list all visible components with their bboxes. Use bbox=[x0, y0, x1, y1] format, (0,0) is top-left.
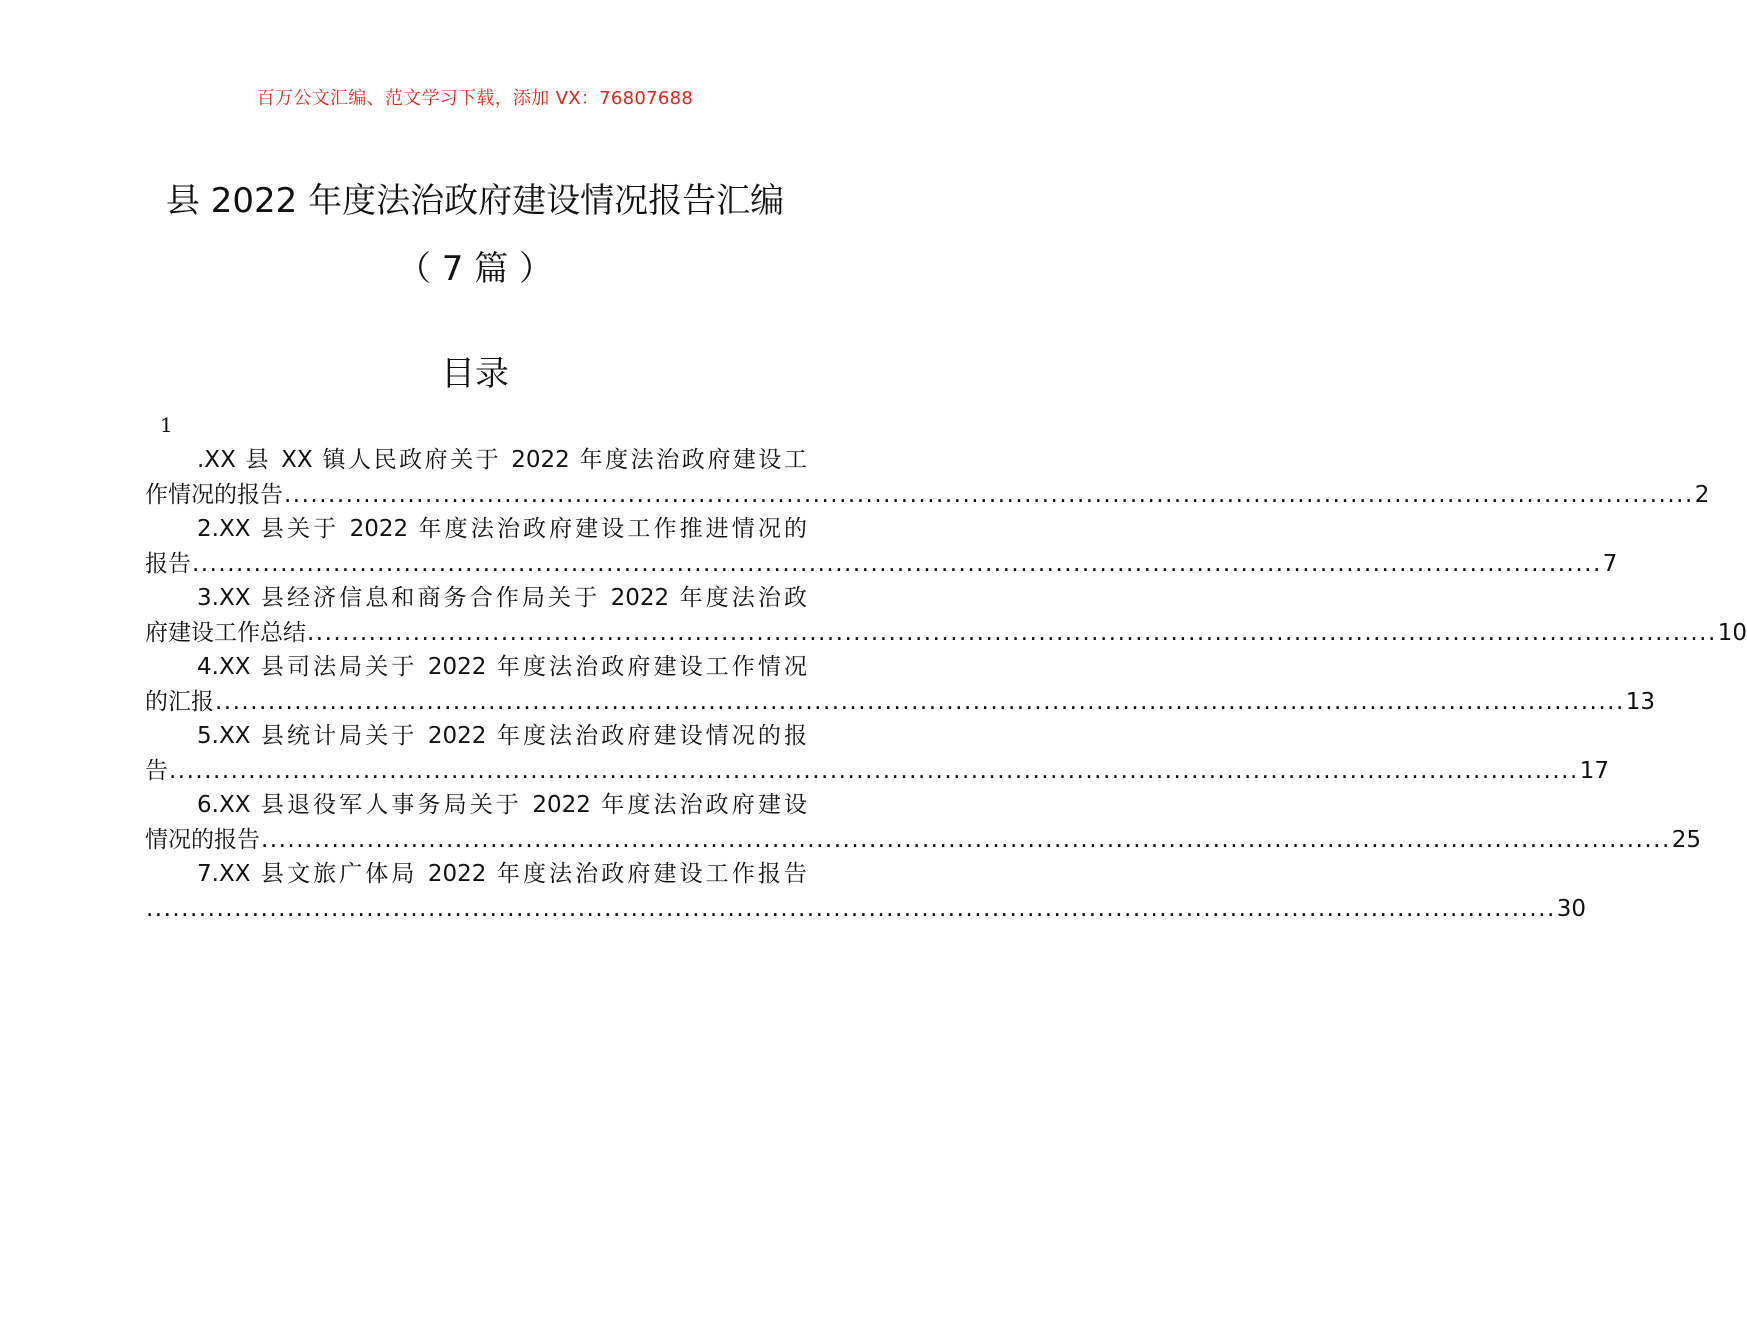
toc-page-number: 7 bbox=[1602, 550, 1618, 577]
toc-page-number: 17 bbox=[1579, 757, 1610, 784]
toc-entry[interactable] bbox=[145, 788, 1702, 857]
toc-entry-title: 3.XX 县经济信息和商务合作局关于 2022 年度法治政 bbox=[197, 585, 807, 611]
toc-entry-continuation bbox=[145, 823, 1702, 858]
toc-entry-title: 5.XX 县统计局关于 2022 年度法治政府建设情况的报 bbox=[197, 723, 807, 749]
toc-entry[interactable] bbox=[145, 650, 1656, 719]
toc-entry[interactable] bbox=[145, 857, 1587, 926]
toc-entry-title: 4.XX 县司法局关于 2022 年度法治政府建设工作情况 bbox=[197, 654, 807, 680]
toc-entry-title-tail: 情况的报告 bbox=[145, 826, 260, 853]
toc-heading: 目录 bbox=[441, 354, 509, 394]
toc-entry-continuation bbox=[145, 547, 1618, 582]
toc-leader-dots: ................................................................................................................................................................ bbox=[169, 757, 1579, 784]
toc-entry[interactable] bbox=[145, 719, 1610, 788]
toc-page-number: 30 bbox=[1556, 895, 1587, 922]
toc-stray-number: 1 bbox=[160, 413, 173, 437]
header-watermark-note: 百万公文汇编、范文学习下载，添加 VX：76807688 bbox=[256, 88, 694, 109]
toc-entry-title: .XX 县 XX 镇人民政府关于 2022 年度法治政府建设工 bbox=[197, 447, 807, 473]
toc-entry-title: 6.XX 县退役军人事务局关于 2022 年度法治政府建设 bbox=[197, 792, 807, 818]
toc-page-number: 10 bbox=[1717, 619, 1747, 646]
toc-leader-dots: ................................................................................................................................................................ bbox=[192, 550, 1602, 577]
toc-leader-dots: ................................................................................................................................................................ bbox=[215, 688, 1625, 715]
toc-entry-continuation bbox=[145, 892, 1587, 927]
table-of-contents bbox=[145, 443, 1747, 926]
toc-entry[interactable] bbox=[145, 512, 1618, 581]
document-subtitle-count: （ 7 篇 ） bbox=[396, 249, 554, 289]
toc-leader-dots: ................................................................................................................................................................ bbox=[284, 481, 1694, 508]
toc-entry[interactable] bbox=[145, 581, 1747, 650]
toc-entry-title-tail: 的汇报 bbox=[145, 688, 214, 715]
toc-entry-title-tail: 告 bbox=[145, 757, 168, 784]
toc-entry-continuation bbox=[145, 478, 1710, 513]
toc-entry-continuation bbox=[145, 754, 1610, 789]
toc-page-number: 25 bbox=[1671, 826, 1702, 853]
document-title: 县 2022 年度法治政府建设情况报告汇编 bbox=[165, 181, 785, 221]
toc-leader-dots: ................................................................................................................................................................ bbox=[307, 619, 1717, 646]
toc-leader-dots: ................................................................................................................................................................ bbox=[261, 826, 1671, 853]
toc-page-number: 13 bbox=[1625, 688, 1656, 715]
toc-entry-continuation bbox=[145, 685, 1656, 720]
toc-entry-title-tail: 府建设工作总结 bbox=[145, 619, 306, 646]
toc-entry-continuation bbox=[145, 616, 1747, 651]
toc-leader-dots: ................................................................................................................................................................ bbox=[146, 895, 1556, 922]
toc-page-number: 2 bbox=[1694, 481, 1710, 508]
toc-entry-title: 7.XX 县文旅广体局 2022 年度法治政府建设工作报告 bbox=[197, 861, 807, 887]
toc-entry[interactable] bbox=[145, 443, 1710, 512]
toc-entry-title: 2.XX 县关于 2022 年度法治政府建设工作推进情况的 bbox=[197, 516, 807, 542]
toc-entry-title-tail: 报告 bbox=[145, 550, 191, 577]
toc-entry-title-tail: 作情况的报告 bbox=[145, 481, 283, 508]
